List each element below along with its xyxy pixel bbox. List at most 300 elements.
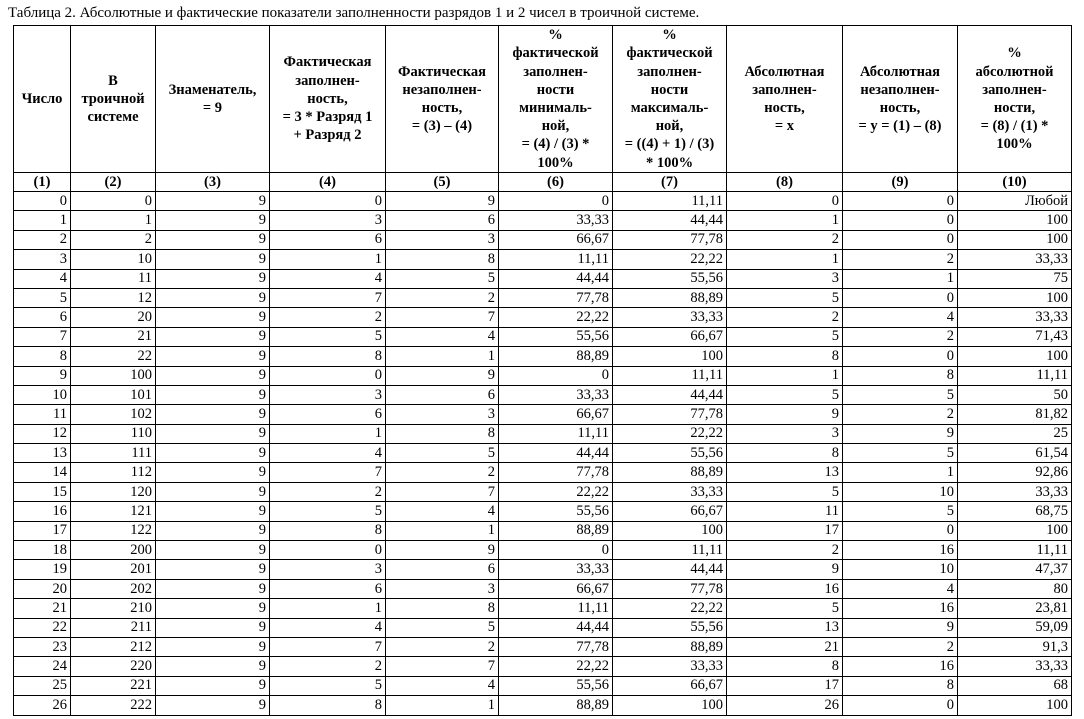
table-cell: 44,44: [613, 385, 727, 404]
table-cell: 9: [156, 366, 270, 385]
table-cell: 110: [71, 424, 156, 443]
column-header: Фактическая заполнен- ность, = 3 * Разряд 1 + Разряд 2: [270, 26, 386, 173]
table-cell: 21: [727, 637, 843, 656]
table-cell: 2: [727, 230, 843, 249]
table-cell: 26: [727, 696, 843, 715]
table-cell: 9: [156, 250, 270, 269]
table-row: [14, 599, 1072, 618]
table-cell: 55,56: [613, 269, 727, 288]
table-cell: 33,33: [499, 560, 613, 579]
table-cell: 5: [727, 599, 843, 618]
table-cell: 3: [727, 424, 843, 443]
table-cell: 9: [156, 269, 270, 288]
table-row: [14, 288, 1072, 307]
table-row: [14, 424, 1072, 443]
table-cell: 8: [270, 521, 386, 540]
table-cell: 16: [843, 599, 958, 618]
table-cell: 92,86: [958, 463, 1072, 482]
column-header: В троичной системе: [71, 26, 156, 173]
table-cell: 4: [270, 618, 386, 637]
table-cell: 3: [14, 250, 71, 269]
table-cell: 8: [843, 366, 958, 385]
table-row: [14, 463, 1072, 482]
table-cell: 121: [71, 502, 156, 521]
column-number: (5): [386, 173, 499, 192]
table-cell: 3: [386, 405, 499, 424]
table-cell: 6: [270, 405, 386, 424]
table-cell: 4: [843, 579, 958, 598]
table-cell: 6: [270, 579, 386, 598]
table-cell: 6: [386, 211, 499, 230]
table-cell: 77,78: [499, 637, 613, 656]
column-number: (3): [156, 173, 270, 192]
table-cell: 6: [386, 385, 499, 404]
table-cell: 9: [156, 696, 270, 715]
table-cell: 5: [14, 288, 71, 307]
table-cell: 22,22: [613, 599, 727, 618]
table-cell: 3: [270, 560, 386, 579]
table-row: [14, 444, 1072, 463]
table-cell: 1: [727, 211, 843, 230]
table-cell: 88,89: [499, 347, 613, 366]
table-row: [14, 521, 1072, 540]
table-cell: 66,67: [499, 405, 613, 424]
table-cell: 22,22: [613, 250, 727, 269]
table-cell: 25: [958, 424, 1072, 443]
table-cell: 7: [270, 637, 386, 656]
table-cell: 23,81: [958, 599, 1072, 618]
table-cell: 44,44: [499, 269, 613, 288]
table-cell: 1: [270, 599, 386, 618]
table-row: [14, 192, 1072, 211]
table-cell: 9: [727, 405, 843, 424]
table-cell: 6: [386, 560, 499, 579]
table-cell: 44,44: [499, 444, 613, 463]
table-cell: 1: [727, 250, 843, 269]
column-header: Знаменатель, = 9: [156, 26, 270, 173]
table-cell: 1: [270, 424, 386, 443]
column-number: (6): [499, 173, 613, 192]
table-cell: 66,67: [613, 502, 727, 521]
column-number: (2): [71, 173, 156, 192]
table-cell: 9: [156, 444, 270, 463]
table-cell: 21: [71, 327, 156, 346]
table-row: [14, 385, 1072, 404]
table-cell: 7: [386, 657, 499, 676]
table-cell: 4: [386, 502, 499, 521]
table-cell: 4: [386, 676, 499, 695]
table-cell: 2: [270, 482, 386, 501]
table-cell: 33,33: [613, 657, 727, 676]
table-cell: 212: [71, 637, 156, 656]
table-cell: 9: [156, 211, 270, 230]
table-cell: 13: [727, 463, 843, 482]
table-cell: 44,44: [499, 618, 613, 637]
table-cell: 55,56: [499, 676, 613, 695]
table-cell: 11: [14, 405, 71, 424]
table-cell: 9: [156, 599, 270, 618]
table-caption: Таблица 2. Абсолютные и фактические показатели заполненности разрядов 1 и 2 чисел в троичной системе.: [8, 5, 700, 21]
table-cell: 5: [386, 269, 499, 288]
table-cell: 9: [156, 521, 270, 540]
table-cell: 33,33: [958, 482, 1072, 501]
table-cell: 2: [270, 657, 386, 676]
table-cell: 5: [843, 502, 958, 521]
table-cell: 200: [71, 541, 156, 560]
table-cell: 11,11: [613, 192, 727, 211]
table-cell: 0: [843, 230, 958, 249]
table-cell: 9: [14, 366, 71, 385]
table-row: [14, 657, 1072, 676]
table-cell: 9: [156, 288, 270, 307]
table-cell: 9: [156, 482, 270, 501]
table-cell: 14: [14, 463, 71, 482]
table-cell: 77,78: [613, 579, 727, 598]
table-row: [14, 230, 1072, 249]
table-cell: 0: [270, 541, 386, 560]
table-cell: 68,75: [958, 502, 1072, 521]
table-row: [14, 541, 1072, 560]
table-cell: 9: [156, 308, 270, 327]
table-cell: 0: [843, 288, 958, 307]
table-cell: 6: [270, 230, 386, 249]
table-cell: 7: [270, 288, 386, 307]
column-header: % фактической заполнен- ности максималь- ной, = ((4) + 1) / (3) * 100%: [613, 26, 727, 173]
table-cell: 9: [156, 560, 270, 579]
table-cell: 33,33: [958, 657, 1072, 676]
table-cell: 16: [14, 502, 71, 521]
table-cell: 9: [156, 579, 270, 598]
table-cell: 202: [71, 579, 156, 598]
data-table: [13, 25, 1072, 716]
table-cell: 68: [958, 676, 1072, 695]
table-cell: 10: [71, 250, 156, 269]
table-cell: 22,22: [499, 308, 613, 327]
table-cell: 9: [156, 463, 270, 482]
table-cell: 9: [727, 560, 843, 579]
table-cell: 11,11: [958, 366, 1072, 385]
table-cell: 100: [613, 696, 727, 715]
table-cell: 0: [499, 366, 613, 385]
table-cell: 17: [14, 521, 71, 540]
table-cell: 2: [843, 327, 958, 346]
table-cell: 1: [386, 521, 499, 540]
table-cell: 50: [958, 385, 1072, 404]
table-cell: 22,22: [613, 424, 727, 443]
table-cell: 9: [156, 657, 270, 676]
table-cell: 4: [843, 308, 958, 327]
table-cell: 66,67: [613, 676, 727, 695]
table-cell: 21: [14, 599, 71, 618]
table-cell: 100: [71, 366, 156, 385]
table-cell: 100: [958, 696, 1072, 715]
table-cell: 13: [727, 618, 843, 637]
table-cell: 0: [843, 521, 958, 540]
table-cell: 55,56: [499, 327, 613, 346]
table-cell: 9: [156, 424, 270, 443]
table-row: [14, 502, 1072, 521]
table-cell: 9: [843, 618, 958, 637]
table-cell: 16: [843, 541, 958, 560]
table-cell: 33,33: [958, 250, 1072, 269]
table-cell: 5: [727, 327, 843, 346]
table-cell: 77,78: [613, 230, 727, 249]
table-cell: 77,78: [613, 405, 727, 424]
table-cell: Любой: [958, 192, 1072, 211]
table-cell: 11,11: [499, 599, 613, 618]
table-cell: 9: [386, 366, 499, 385]
table-cell: 8: [727, 444, 843, 463]
column-number: (4): [270, 173, 386, 192]
table-cell: 33,33: [499, 385, 613, 404]
table-cell: 5: [843, 385, 958, 404]
table-row: [14, 405, 1072, 424]
table-cell: 81,82: [958, 405, 1072, 424]
table-cell: 100: [958, 288, 1072, 307]
table-cell: 22,22: [499, 657, 613, 676]
table-cell: 25: [14, 676, 71, 695]
table-cell: 211: [71, 618, 156, 637]
table-cell: 8: [270, 347, 386, 366]
table-cell: 33,33: [958, 308, 1072, 327]
table-cell: 77,78: [499, 463, 613, 482]
table-cell: 13: [14, 444, 71, 463]
table-cell: 66,67: [499, 579, 613, 598]
table-cell: 88,89: [499, 521, 613, 540]
table-cell: 0: [270, 366, 386, 385]
table-row: [14, 327, 1072, 346]
column-number: (9): [843, 173, 958, 192]
table-cell: 1: [843, 463, 958, 482]
table-cell: 10: [14, 385, 71, 404]
column-header: Абсолютная незаполнен- ность, = y = (1) – (8): [843, 26, 958, 173]
table-cell: 100: [958, 347, 1072, 366]
table-cell: 7: [14, 327, 71, 346]
table-cell: 0: [499, 541, 613, 560]
table-cell: 12: [14, 424, 71, 443]
table-cell: 222: [71, 696, 156, 715]
table-cell: 112: [71, 463, 156, 482]
table-cell: 0: [727, 192, 843, 211]
column-header: % фактической заполнен- ности минималь- ной, = (4) / (3) * 100%: [499, 26, 613, 173]
table-cell: 8: [386, 250, 499, 269]
table-cell: 8: [727, 347, 843, 366]
table-cell: 2: [843, 250, 958, 269]
table-cell: 7: [386, 308, 499, 327]
table-cell: 100: [613, 521, 727, 540]
table-cell: 33,33: [613, 482, 727, 501]
table-cell: 1: [727, 366, 843, 385]
table-cell: 88,89: [613, 637, 727, 656]
table-cell: 4: [14, 269, 71, 288]
table-cell: 91,3: [958, 637, 1072, 656]
table-cell: 0: [499, 192, 613, 211]
table-cell: 111: [71, 444, 156, 463]
table-cell: 102: [71, 405, 156, 424]
column-number: (7): [613, 173, 727, 192]
table-cell: 8: [270, 696, 386, 715]
table-cell: 19: [14, 560, 71, 579]
table-cell: 5: [270, 327, 386, 346]
table-body: [14, 192, 1072, 716]
table-cell: 15: [14, 482, 71, 501]
table-row: [14, 676, 1072, 695]
table-cell: 5: [270, 502, 386, 521]
table-cell: 100: [958, 230, 1072, 249]
table-cell: 5: [270, 676, 386, 695]
table-cell: 11: [71, 269, 156, 288]
table-cell: 5: [843, 444, 958, 463]
table-cell: 9: [156, 405, 270, 424]
table-cell: 55,56: [499, 502, 613, 521]
table-cell: 9: [386, 541, 499, 560]
table-cell: 9: [156, 327, 270, 346]
table-cell: 11,11: [613, 541, 727, 560]
table-cell: 1: [386, 696, 499, 715]
table-cell: 0: [843, 696, 958, 715]
table-cell: 7: [270, 463, 386, 482]
table-cell: 9: [386, 192, 499, 211]
table-cell: 5: [727, 288, 843, 307]
table-cell: 16: [843, 657, 958, 676]
table-cell: 4: [270, 444, 386, 463]
table-cell: 120: [71, 482, 156, 501]
table-cell: 221: [71, 676, 156, 695]
table-cell: 26: [14, 696, 71, 715]
table-cell: 220: [71, 657, 156, 676]
table-cell: 2: [386, 637, 499, 656]
table-cell: 66,67: [613, 327, 727, 346]
table-cell: 0: [14, 192, 71, 211]
table-cell: 1: [270, 250, 386, 269]
table-cell: 88,89: [499, 696, 613, 715]
column-header: Фактическая незаполнен- ность, = (3) – (4): [386, 26, 499, 173]
table-cell: 71,43: [958, 327, 1072, 346]
table-row: [14, 482, 1072, 501]
column-header: Число: [14, 26, 71, 173]
table-cell: 17: [727, 676, 843, 695]
table-cell: 8: [843, 676, 958, 695]
table-cell: 9: [156, 192, 270, 211]
table-cell: 88,89: [613, 463, 727, 482]
table-cell: 8: [14, 347, 71, 366]
table-cell: 61,54: [958, 444, 1072, 463]
table-cell: 16: [727, 579, 843, 598]
table-cell: 2: [14, 230, 71, 249]
table-cell: 11,11: [613, 366, 727, 385]
table-cell: 2: [843, 637, 958, 656]
table-cell: 75: [958, 269, 1072, 288]
table-cell: 20: [71, 308, 156, 327]
table-cell: 100: [958, 521, 1072, 540]
table-row: [14, 347, 1072, 366]
table-cell: 8: [386, 599, 499, 618]
column-number: (10): [958, 173, 1072, 192]
table-cell: 122: [71, 521, 156, 540]
table-cell: 33,33: [499, 211, 613, 230]
table-cell: 1: [14, 211, 71, 230]
table-row: [14, 250, 1072, 269]
table-cell: 2: [386, 288, 499, 307]
table-cell: 20: [14, 579, 71, 598]
table-cell: 0: [71, 192, 156, 211]
table-cell: 9: [156, 385, 270, 404]
table-cell: 0: [843, 192, 958, 211]
table-cell: 2: [727, 541, 843, 560]
table-cell: 8: [727, 657, 843, 676]
table-cell: 10: [843, 560, 958, 579]
table-cell: 3: [270, 385, 386, 404]
table-cell: 18: [14, 541, 71, 560]
table-cell: 55,56: [613, 444, 727, 463]
table-row: [14, 308, 1072, 327]
table-cell: 11: [727, 502, 843, 521]
table-cell: 2: [386, 463, 499, 482]
table-cell: 12: [71, 288, 156, 307]
table-cell: 5: [727, 385, 843, 404]
table-cell: 7: [386, 482, 499, 501]
table-cell: 9: [156, 676, 270, 695]
table-cell: 201: [71, 560, 156, 579]
header-row: [14, 26, 1072, 173]
table-cell: 3: [386, 230, 499, 249]
table-cell: 47,37: [958, 560, 1072, 579]
table-cell: 4: [270, 269, 386, 288]
table-cell: 9: [156, 230, 270, 249]
table-cell: 100: [613, 347, 727, 366]
column-number: (1): [14, 173, 71, 192]
table-cell: 1: [386, 347, 499, 366]
table-cell: 80: [958, 579, 1072, 598]
table-cell: 11,11: [499, 424, 613, 443]
table-cell: 9: [156, 347, 270, 366]
table-cell: 2: [71, 230, 156, 249]
table-row: [14, 211, 1072, 230]
table-cell: 24: [14, 657, 71, 676]
table-cell: 0: [843, 347, 958, 366]
table-cell: 210: [71, 599, 156, 618]
table-cell: 22,22: [499, 482, 613, 501]
table-cell: 0: [270, 192, 386, 211]
table-row: [14, 269, 1072, 288]
table-cell: 100: [958, 211, 1072, 230]
table-cell: 0: [843, 211, 958, 230]
table-cell: 17: [727, 521, 843, 540]
table-cell: 44,44: [613, 211, 727, 230]
column-number: (8): [727, 173, 843, 192]
table-row: [14, 560, 1072, 579]
table-cell: 55,56: [613, 618, 727, 637]
table-cell: 101: [71, 385, 156, 404]
table-cell: 1: [71, 211, 156, 230]
table-row: [14, 637, 1072, 656]
table-cell: 5: [727, 482, 843, 501]
table-cell: 5: [386, 444, 499, 463]
table-cell: 9: [156, 618, 270, 637]
table-cell: 23: [14, 637, 71, 656]
table-cell: 3: [386, 579, 499, 598]
column-number-row: [14, 173, 1072, 192]
table-cell: 9: [156, 541, 270, 560]
table-row: [14, 579, 1072, 598]
table-cell: 6: [14, 308, 71, 327]
table-cell: 44,44: [613, 560, 727, 579]
table-cell: 10: [843, 482, 958, 501]
table-cell: 9: [156, 637, 270, 656]
table-row: [14, 696, 1072, 715]
table-cell: 88,89: [613, 288, 727, 307]
table-cell: 22: [71, 347, 156, 366]
